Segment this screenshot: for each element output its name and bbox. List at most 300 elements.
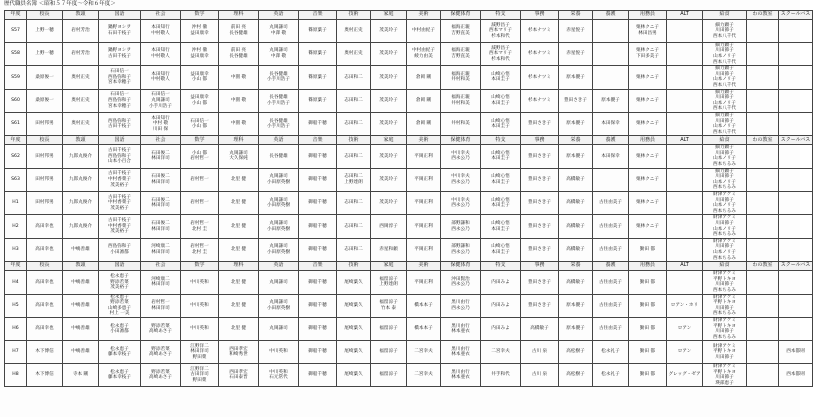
cell-line: 西島弥和子 [108,97,131,103]
header-home-economics: 家庭 [371,136,407,145]
cell-line: 田村邦男 [35,177,54,183]
cell-line: 茂美玲子 [379,74,398,80]
cell-line: 岩村哲一 [190,177,209,183]
cell-line: 山本ノリ子 [713,203,736,209]
cell-line: 中村香菜子 [108,200,131,206]
header-custodian: 用務員 [629,11,667,20]
cell-year [5,20,27,43]
table-row [5,317,813,340]
cell-home-economics [371,112,407,135]
cell-line: 北里 健 [230,177,247,183]
cell-physical-education [441,192,481,215]
cell-classroom [747,271,779,294]
cell-social-studies [141,89,181,112]
cell-line: 財津アケミ [713,238,736,244]
cell-music [299,215,337,238]
cell-line: 九郎丸俊介 [69,153,92,159]
cell-line: 竹本 泰 [380,305,397,311]
cell-line: 小山 都 [191,77,208,83]
cell-line: 北村 圭 [191,226,208,232]
cell-art [407,271,441,294]
cell-line: 野添若菜 [110,300,129,306]
cell-line: 松永恵子 [110,273,129,279]
cell-line: 岩村哲一 [190,200,209,206]
cell-line: 岩村哲一 [190,244,209,250]
cell-line: 川田節子 [715,305,734,311]
cell-line: 川田節子 [715,95,734,101]
cell-line: 御船千穂 [308,153,327,159]
cell-line: 平岡正利 [414,223,433,229]
cell-line: 栗林クニ子 [636,25,659,31]
cell-line: 財津アケミ [713,215,736,221]
cell-line: 福海正親 [451,71,470,77]
cell-technology [337,145,371,168]
header-row [5,11,813,20]
cell-english [259,317,299,340]
header-school-lunch: 給食 [703,262,747,271]
cell-line: 御船千穂 [308,177,327,183]
cell-vice-principal [63,112,99,135]
cell-home-economics [371,294,407,317]
cell-music [299,341,337,364]
cell-line: 高田幸也 [35,247,54,253]
cell-english [259,145,299,168]
cell-special-support [481,317,521,340]
cell-line: 川田節子 [715,150,734,156]
cell-line: 奥村正史 [344,28,363,34]
cell-home-economics [371,238,407,261]
cell-line: 豊田さき子 [528,121,551,127]
cell-school-bus [779,145,813,168]
cell-line: 村上 一美 [109,311,130,317]
cell-line: 本田保幸 [601,153,620,159]
cell-special-support [481,89,521,112]
cell-vice-principal [63,66,99,89]
header-row [5,262,813,271]
cell-music [299,145,337,168]
cell-line: 井村和美 [451,121,470,127]
cell-line: 部野謙和 [451,244,470,250]
cell-line: 林本亜衣 [451,375,470,381]
header-social-studies: 社会 [141,262,181,271]
cell-technology [337,294,371,317]
cell-japanese [99,271,141,294]
cell-line: H2 [12,223,19,229]
cell-line: 山崎心悟 [491,95,510,101]
cell-line: 御船千穂 [308,349,327,355]
cell-line: 川田節子 [715,28,734,34]
cell-special-support [481,341,521,364]
cell-science [219,168,259,191]
cell-line: 福海正親 [451,25,470,31]
header-school-bus: スクールバス [779,136,813,145]
cell-principal [27,42,63,65]
cell-science [219,20,259,43]
cell-line: 丸岡謙司 [269,326,288,332]
cell-line: 川田節子 [715,71,734,77]
cell-music [299,20,337,43]
cell-line: 高田幸也 [35,223,54,229]
cell-home-economics [371,215,407,238]
cell-line: 高田幸也 [35,279,54,285]
cell-physical-education [441,42,481,65]
cell-line: 倉岡 剛 [415,74,432,80]
cell-line: 中川幸夫 [451,150,470,156]
cell-line: 沖村 徹 [191,48,208,54]
header-classroom: わの教室 [747,11,779,20]
cell-line: 倉岡 剛 [415,121,432,127]
cell-line: 篠原葉子 [308,74,327,80]
cell-line: 川田節子 [715,118,734,124]
cell-japanese [99,168,141,191]
header-music: 音楽 [299,262,337,271]
cell-science [219,294,259,317]
cell-line: 本田圭子 [491,124,510,130]
cell-line: 栗林クニ子 [636,223,659,229]
cell-line: 中園 敬 [230,121,247,127]
cell-social-studies [141,215,181,238]
cell-custodian [629,89,667,112]
cell-nutrition [559,20,593,43]
cell-line: グレッグ・ゼア [668,372,701,378]
cell-line: 石田俊二 [151,150,170,156]
cell-art [407,192,441,215]
cell-english [259,238,299,261]
cell-line: 高橋敏子 [530,326,549,332]
cell-line: 山本ノリ子 [713,77,736,83]
cell-technology [337,271,371,294]
cell-line: 御船千穂 [308,247,327,253]
cell-line: 丸岡謙司 [269,174,288,180]
table-row [5,112,813,135]
cell-line: 豊田さき子 [528,153,551,159]
cell-line: 上野一穂 [35,51,54,57]
cell-line: 長谷健雄 [269,153,288,159]
cell-special-support [481,364,521,387]
cell-home-economics [371,20,407,43]
cell-custodian [629,364,667,387]
cell-line: 西本マリ子 [489,51,512,57]
cell-line: 財津アケミ [713,192,736,198]
cell-special-support [481,42,521,65]
cell-line: 本田知行 [151,25,170,31]
cell-school-lunch [703,112,747,135]
cell-line: S61 [11,121,20,127]
cell-principal [27,238,63,261]
header-principal: 校長 [27,136,63,145]
cell-school-lunch [703,192,747,215]
cell-line: 小手川浩子 [267,100,290,106]
cell-line: 西本ちるみ [713,334,736,340]
cell-line: 小田原英樹 [267,203,290,209]
cell-line: 松永恵子 [110,294,129,300]
cell-school-nurse [593,66,629,89]
cell-line: H6 [12,326,19,332]
cell-line: 丸岡謙司 [269,197,288,203]
cell-science [219,89,259,112]
cell-line: 西島弥和子 [108,118,131,124]
cell-line: 田村邦男 [35,200,54,206]
cell-line: 石田信一 [110,92,129,98]
cell-nutrition [559,238,593,261]
cell-line: 古田洋司 [190,372,209,378]
cell-music [299,168,337,191]
cell-line: 茂美玲子 [379,177,398,183]
cell-line: 平岡正利 [414,177,433,183]
cell-line: 豊田さき子 [528,247,551,253]
cell-office [521,145,559,168]
cell-line: 西永公乃 [451,282,470,288]
cell-line: 益田康幸 [190,71,209,77]
cell-custodian [629,341,667,364]
cell-line: 高松樹子 [566,372,585,378]
header-social-studies: 社会 [141,11,181,20]
cell-physical-education [441,271,481,294]
cell-line: 丸岡謙司 [269,300,288,306]
cell-english [259,89,299,112]
cell-office [521,271,559,294]
cell-office [521,317,559,340]
staff-roster-table [4,10,813,387]
cell-line: 西本八千代 [713,33,736,39]
cell-line: 江野洋二 [190,366,209,372]
cell-line: H1 [12,200,19,206]
cell-line: 松永礼子 [601,349,620,355]
document-title: 歴代職員名簿 ＜昭和５７年度～令和６年度＞ [4,1,116,7]
cell-vice-principal [63,20,99,43]
header-special-support: 特支 [481,262,521,271]
cell-line: 吉野直美 [451,30,470,36]
cell-school-bus [779,271,813,294]
cell-year [5,215,27,238]
table-row [5,42,813,65]
cell-line: 平野トキヨ [713,323,736,329]
header-vice-principal: 教頭 [63,136,99,145]
cell-line: 野添若菜 [151,369,170,375]
cell-art [407,20,441,43]
cell-art [407,112,441,135]
header-alt: ALT [667,11,703,20]
cell-line: 尾崎葉久 [344,349,363,355]
cell-line: 中澤 敬 [270,30,287,36]
header-technology: 技術 [337,11,371,20]
header-nutrition: 栄養 [559,11,593,20]
header-custodian: 用務員 [629,262,667,271]
cell-nutrition [559,215,593,238]
cell-office [521,42,559,65]
header-office: 事務 [521,136,559,145]
cell-line: 御船千穂 [308,326,327,332]
cell-line: 田村邦男 [35,121,54,127]
cell-technology [337,341,371,364]
cell-line: 岩村哲一 [190,221,209,227]
cell-line: 桑原俊一 [35,74,54,80]
header-physical-education: 保健体育 [441,11,481,20]
cell-special-support [481,145,521,168]
cell-home-economics [371,66,407,89]
cell-music [299,192,337,215]
cell-english [259,20,299,43]
cell-english [259,271,299,294]
cell-line: 林田洋司 [151,305,170,311]
cell-line: 和崎秀世 [229,352,248,358]
cell-school-bus [779,192,813,215]
cell-year [5,168,27,191]
cell-line: 豊田さき子 [528,302,551,308]
cell-line: 林本亜衣 [451,352,470,358]
cell-line: 野添若菜 [151,346,170,352]
cell-school-lunch [703,271,747,294]
header-special-support: 特支 [481,136,521,145]
cell-english [259,294,299,317]
cell-line: 原本優子 [566,74,585,80]
cell-school-nurse [593,294,629,317]
cell-line: 原本優子 [566,302,585,308]
cell-nutrition [559,294,593,317]
cell-line: 財津アケミ [713,343,736,349]
cell-music [299,271,337,294]
table-row [5,89,813,112]
cell-year [5,145,27,168]
cell-alt [667,89,703,112]
cell-line: 内田みよ [491,326,510,332]
cell-line: 石田信一 [190,118,209,124]
header-school-nurse: 養護 [593,136,629,145]
cell-line: 木下博信 [35,372,54,378]
cell-line: 山本ノリ子 [713,53,736,59]
cell-custodian [629,215,667,238]
cell-line: 中園 敬 [230,97,247,103]
cell-line: 前田 亮 [230,25,247,31]
cell-year [5,317,27,340]
cell-line: 志田和二 [344,74,363,80]
cell-line: 栗林クニ子 [636,97,659,103]
cell-line: 杉本和代 [491,56,510,62]
cell-line: 高崎あさ子 [149,375,172,381]
cell-school-bus [779,168,813,191]
cell-line: 山崎多恵子 [108,305,131,311]
cell-special-support [481,20,521,43]
cell-line: 西島弥和子 [108,74,131,80]
cell-line: 益田康幸 [190,95,209,101]
cell-year [5,42,27,65]
cell-line: 西本八千代 [713,129,736,135]
cell-alt [667,192,703,215]
cell-line: 財津アケミ [713,271,736,277]
cell-line: 宮本幸穂子 [108,80,131,86]
cell-vice-principal [63,89,99,112]
cell-line: 北里 健 [230,223,247,229]
cell-vice-principal [63,42,99,65]
cell-line: 川田節子 [715,221,734,227]
cell-office [521,20,559,43]
header-art: 美術 [407,262,441,271]
cell-line: 山崎心悟 [491,221,510,227]
cell-alt [667,168,703,191]
cell-line: 西本マリ子 [489,28,512,34]
cell-line: 上野達朗 [379,282,398,288]
cell-line: 志田和二 [344,97,363,103]
cell-line: 本田保幸 [601,121,620,127]
cell-custodian [629,168,667,191]
cell-social-studies [141,112,181,135]
cell-line: 北里 健 [230,200,247,206]
cell-line: 北村 圭 [191,249,208,255]
cell-school-lunch [703,215,747,238]
header-row [5,136,813,145]
cell-art [407,215,441,238]
cell-line: 西永公乃 [451,226,470,232]
cell-social-studies [141,145,181,168]
cell-line: 中嶋善雄 [71,279,90,285]
cell-line: 茂美裕子 [110,229,129,235]
header-english: 英語 [259,11,299,20]
cell-line: 杉本和代 [491,33,510,39]
cell-line: 御船千穂 [308,223,327,229]
cell-line: 石元常代 [269,375,288,381]
cell-line: 北里 健 [230,326,247,332]
cell-japanese [99,192,141,215]
cell-year [5,66,27,89]
cell-line: 西島弥和子 [108,153,131,159]
header-nutrition: 栄養 [559,136,593,145]
cell-line: 財津アケミ [713,294,736,300]
cell-line: 高橋敏子 [566,200,585,206]
cell-year [5,192,27,215]
cell-line: 尾崎葉久 [344,372,363,378]
cell-line: 内田みよ [491,279,510,285]
cell-technology [337,192,371,215]
cell-school-bus [779,89,813,112]
cell-line: 古川 泉 [531,372,548,378]
cell-line: 奥村正史 [71,74,90,80]
cell-japanese [99,112,141,135]
cell-vice-principal [63,168,99,191]
cell-classroom [747,294,779,317]
cell-nutrition [559,317,593,340]
cell-japanese [99,317,141,340]
cell-principal [27,364,63,387]
cell-line: 茂美裕子 [110,285,129,291]
cell-line: 高橋敏子 [566,223,585,229]
cell-office [521,168,559,191]
cell-science [219,192,259,215]
cell-nutrition [559,42,593,65]
cell-line: 細力顕子 [715,89,734,95]
cell-line: 丸岡謙司 [229,150,248,156]
cell-line: 中嶋善雄 [71,326,90,332]
cell-physical-education [441,168,481,191]
cell-line: 古田千枝子 [108,124,131,130]
cell-physical-education [441,215,481,238]
cell-line: 小田凛都 [110,329,129,335]
cell-school-lunch [703,20,747,43]
header-technology: 技術 [337,136,371,145]
cell-science [219,317,259,340]
cell-line: 福海正親 [451,95,470,101]
header-japanese: 国語 [99,11,141,20]
cell-school-nurse [593,215,629,238]
cell-line: 長谷健雄 [269,71,288,77]
cell-principal [27,145,63,168]
cell-vice-principal [63,341,99,364]
cell-school-nurse [593,317,629,340]
table-row [5,168,813,191]
cell-nutrition [559,341,593,364]
cell-line: 西本ちるみ [713,255,736,261]
cell-line: 栗林クニ子 [636,74,659,80]
cell-alt [667,238,703,261]
